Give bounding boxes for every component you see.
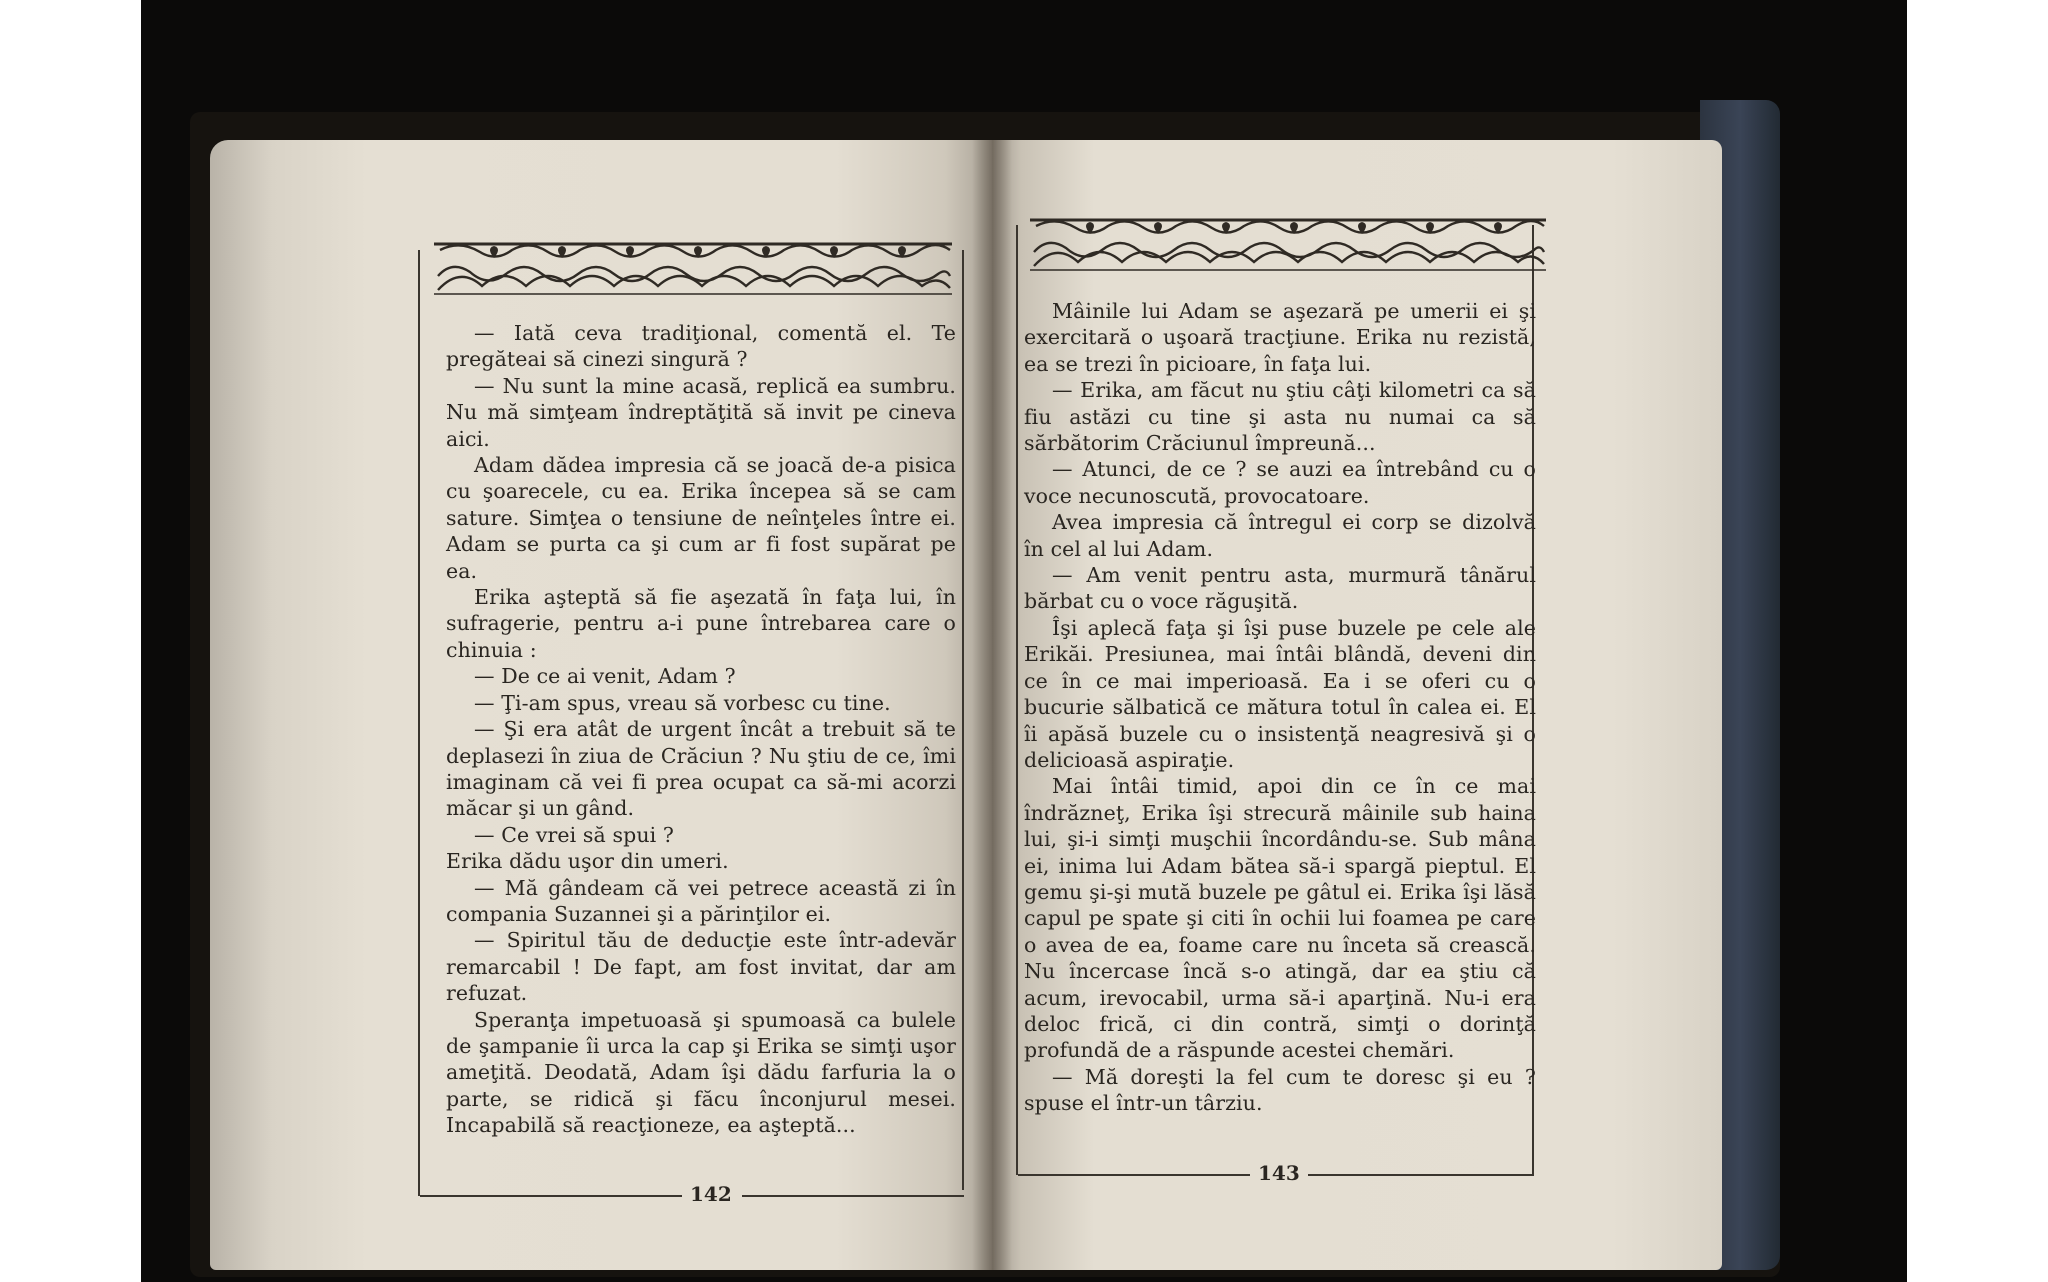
left-folio-rule-left (420, 1195, 682, 1197)
page-number-left: 142 (690, 1182, 732, 1206)
paragraph: — Erika, am făcut nu ştiu câţi kilometri ca să fiu astăzi cu tine şi asta nu numai ca să sărbătorim Crăciunul împreună... (1024, 378, 1536, 456)
right-page-text (1024, 298, 1536, 1117)
paragraph: — Ce vrei să spui ? (474, 822, 675, 847)
left-folio-rule-right (742, 1195, 964, 1197)
left-frame-right-rule (962, 250, 964, 1190)
paragraph: Avea impresia că întregul ei corp se dizolvă în cel al lui Adam. (1024, 510, 1536, 561)
paragraph: — De ce ai venit, Adam ? (474, 664, 736, 689)
paragraph: — Am venit pentru asta, murmură tânărul bărbat cu o voce răguşită. (1024, 563, 1536, 614)
paragraph: — Ţi-am spus, vreau să vorbesc cu tine. (474, 690, 891, 715)
paragraph: Adam dădea impresia că se joacă de-a pisica cu şoarecele, cu ea. Erika începea să se cam sature. Simţea o tensiune de neînţeles între ei. Adam se purta ca şi cum ar fi fost supărat pe ea. (446, 453, 956, 583)
page-number-right: 143 (1258, 1161, 1300, 1185)
paragraph: — Şi era atât de urgent încât a trebuit să te deplasezi în ziua de Crăciun ? Nu ştiu de ce, îmi imaginam că vei fi prea ocupat ca să-mi acorzi măcar şi un gând. (446, 717, 956, 821)
paragraph: Îşi aplecă faţa şi îşi puse buzele pe cele ale Erikăi. Presiunea, mai întâi blândă, deveni din ce în ce mai imperioasă. Ea i se oferi cu o bucurie sălbatică ce mătura totul în calea ei. El îi apăsă buzele cu o insistenţă neagresivă şi o delicioasă aspiraţie. (1024, 615, 1536, 772)
right-folio-rule-right (1308, 1174, 1534, 1176)
paragraph: — Mă gândeam că vei petrece această zi în compania Suzannei şi a părinţilor ei. (446, 875, 956, 926)
paragraph: — Spiritul tău de deducţie este într-adevăr remarcabil ! De fapt, am fost invitat, dar am refuzat. (446, 928, 956, 1006)
right-header-ornament (1026, 212, 1550, 274)
paragraph: Mâinile lui Adam se aşezară pe umerii ei şi exercitară o uşoară tracţiune. Erika nu rezistă, ea se trezi în picioare, în faţa lui. (1024, 299, 1536, 376)
paragraph: — Atunci, de ce ? se auzi ea întrebând cu o voce necunoscută, provocatoare. (1024, 457, 1536, 508)
paragraph: Speranţa impetuoasă şi spumoasă ca bulele de şampanie îi urca la cap şi Erika se simţi uşor ameţită. Deodată, Adam îşi dădu farfuria la o parte, se ridică şi făcu înconjurul mesei. Incapabilă să reacţioneze, ea aşteptă... (446, 1007, 956, 1138)
paragraph: Mai întâi timid, apoi din ce în ce mai îndrăzneţ, Erika îşi strecură mâinile sub haina lui, şi-i simţi muşchii încordându-se. Sub mâna ei, inima lui Adam bătea să-i spargă pieptul. El gemu şi-şi mută buzele pe gâtul ei. Erika îşi lăsă capul pe spate şi citi în ochii lui foamea pe care o avea de ea, foame care nu înceta să crească. Nu încercase încă s-o atingă, dar ea ştiu că acum, irevocabil, urma să-i aparţină. Nu-i era deloc frică, ci din contră, simţi o dorinţă profundă de a răspunde acestei chemări. (1024, 774, 1536, 1063)
right-folio-rule-left (1018, 1174, 1250, 1176)
left-frame-left-rule (418, 250, 420, 1196)
paragraph: — Iată ceva tradiţional, comentă el. Te pregăteai să cinezi singură ? (446, 321, 956, 372)
paragraph: — Mă doreşti la fel cum te doresc şi eu ? spuse el într-un târziu. (1024, 1064, 1536, 1116)
left-header-ornament (430, 236, 956, 298)
book-gutter (972, 140, 1012, 1270)
paragraph: — Nu sunt la mine acasă, replică ea sumbru. Nu mă simţeam îndreptăţită să invit pe cineva aici. (446, 373, 956, 451)
left-page-text (446, 320, 956, 1139)
right-frame-left-rule (1016, 225, 1018, 1175)
paragraph: Erika dădu uşor din umeri. (446, 849, 729, 874)
paragraph: Erika aşteptă să fie aşezată în faţa lui, în sufragerie, pentru a-i pune întrebarea care o chinuia : (446, 585, 956, 662)
